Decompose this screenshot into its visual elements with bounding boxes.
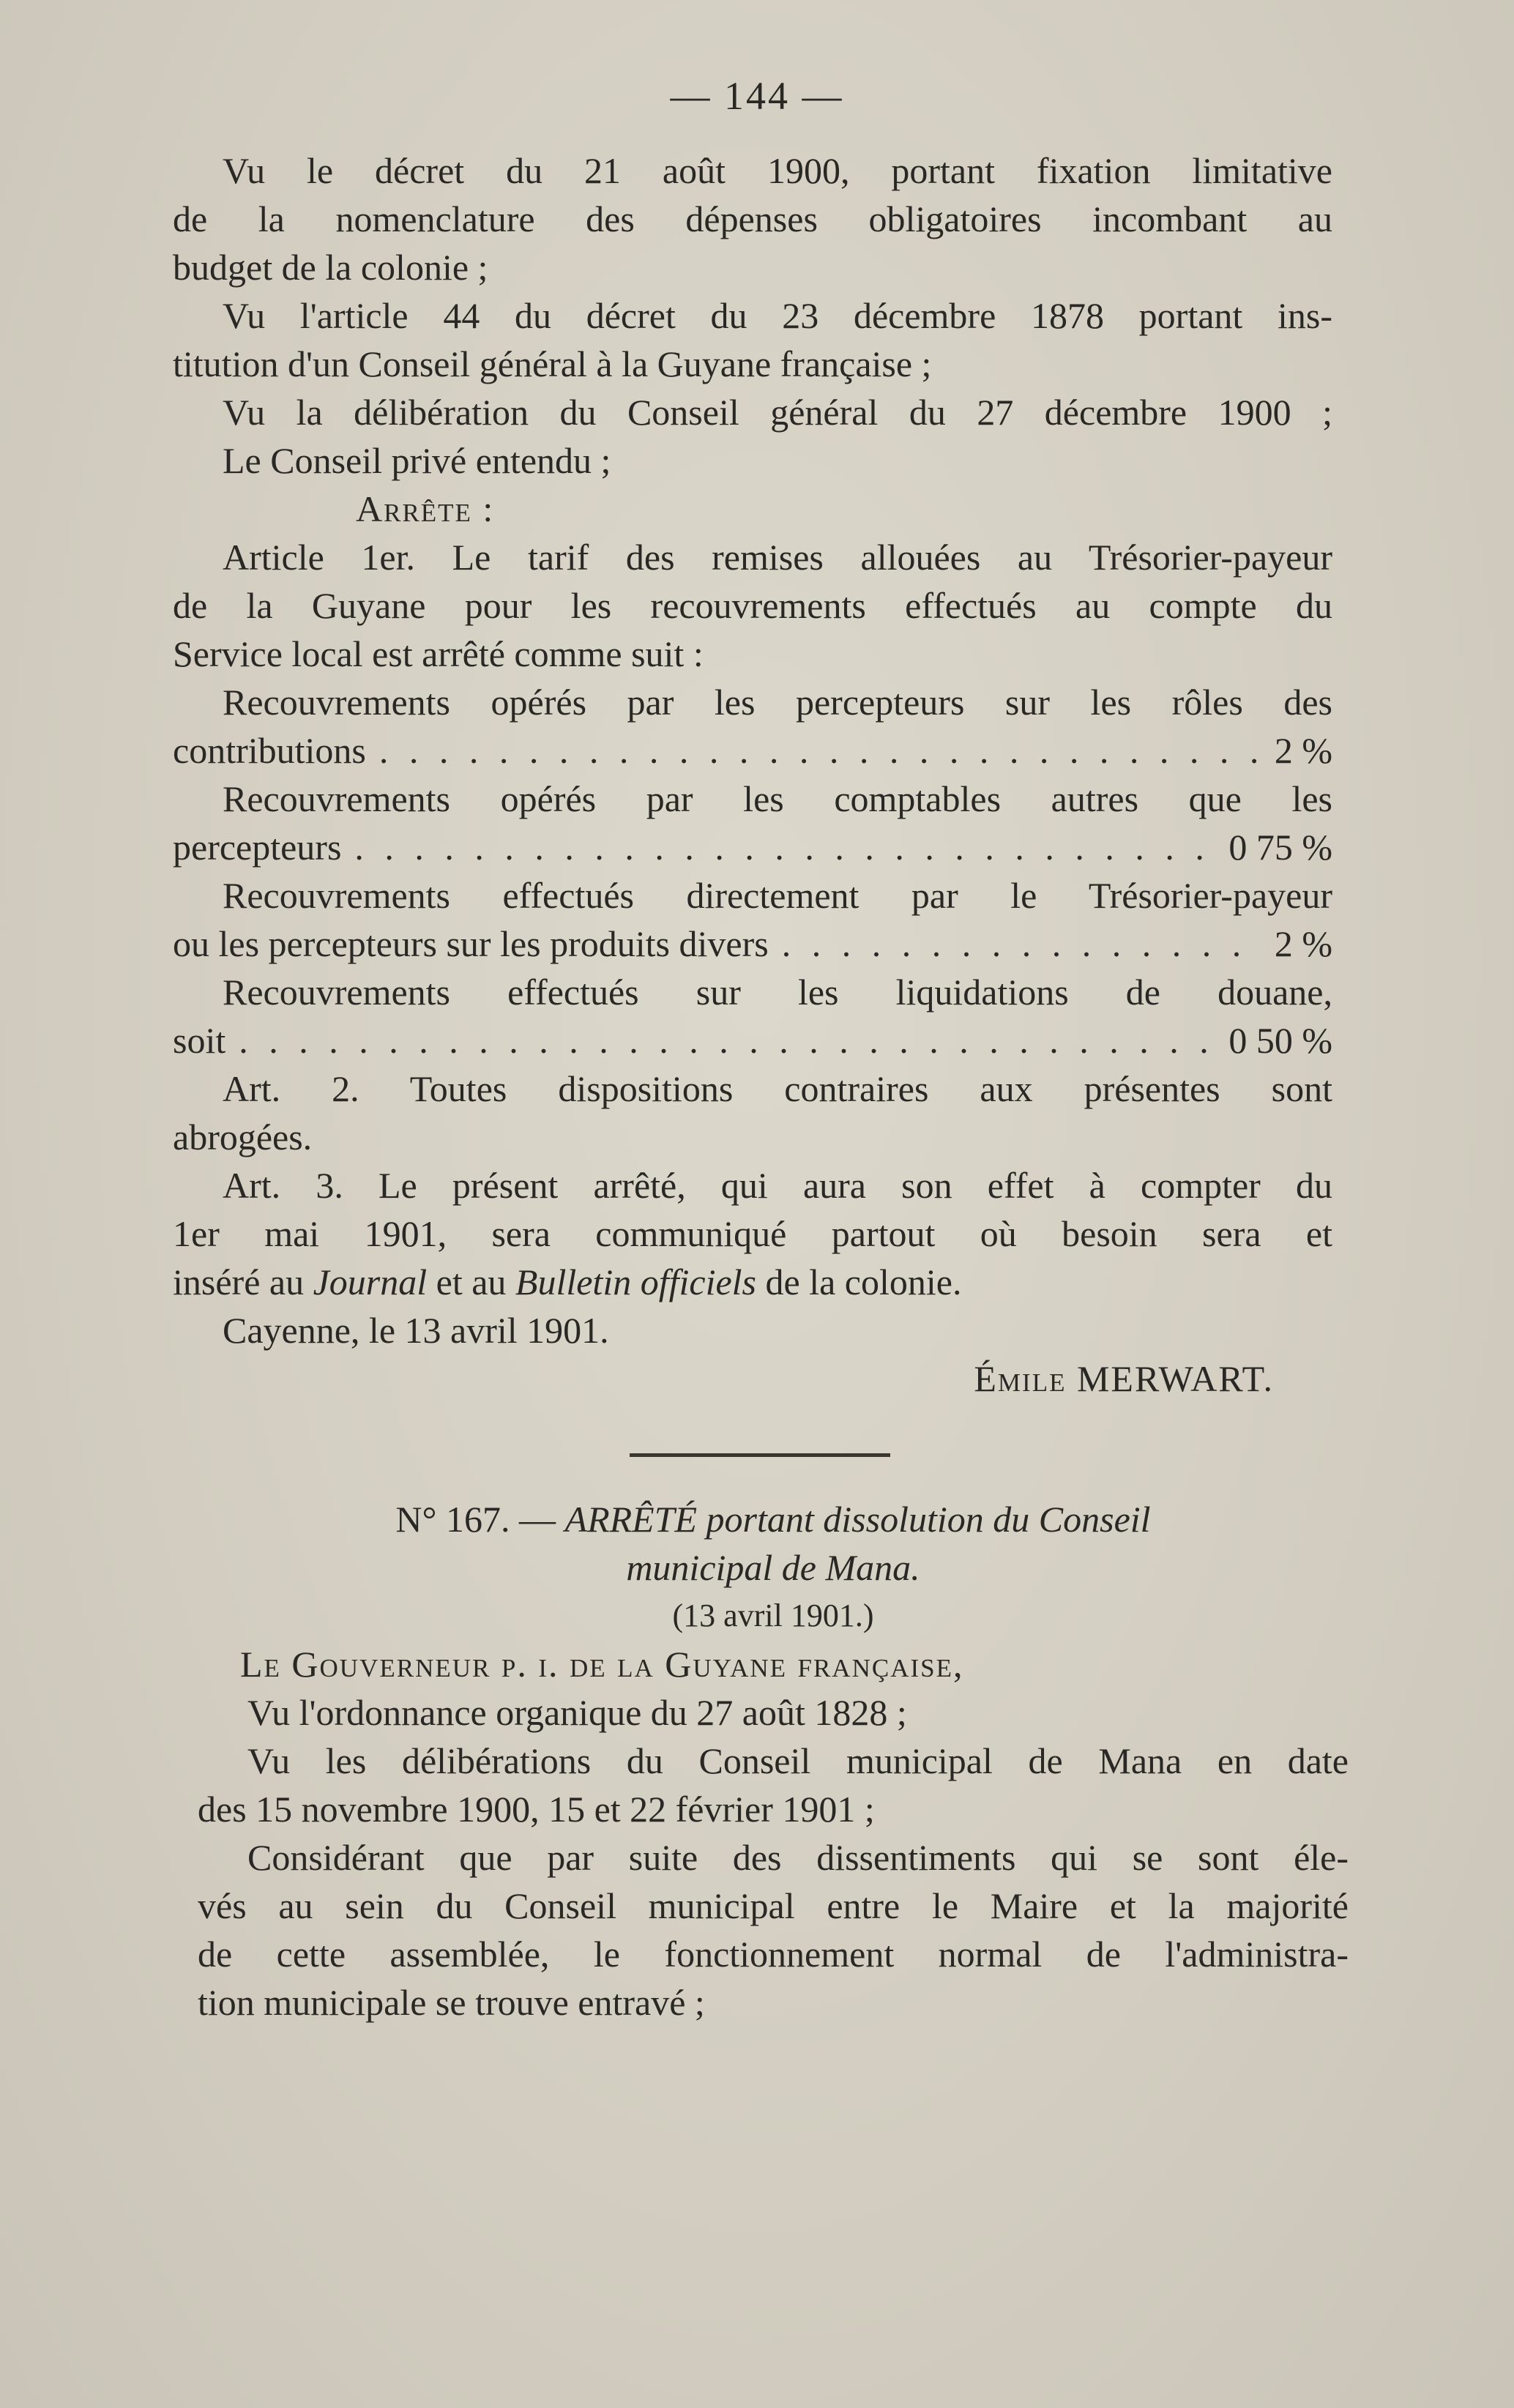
- tarif-line: Recouvrements opérés par les percepteurs sur les rôles des: [223, 682, 1332, 723]
- text-line: Le Gouverneur p. i. de la Guyane française,: [240, 1644, 964, 1685]
- text-line: Vu l'article 44 du décret du 23 décembre 1878 portant ins-: [223, 295, 1332, 336]
- dot-leader: [782, 920, 1261, 968]
- article-2-line: Art. 2. Toutes dispositions contraires aux présentes sont: [223, 1068, 1332, 1109]
- dot-leader: [239, 1016, 1215, 1065]
- tarif-rate: 2 %: [1274, 730, 1332, 771]
- tarif-row: [173, 726, 1332, 775]
- tarif-line: Recouvrements effectués sur les liquidations de douane,: [223, 972, 1332, 1013]
- article-3-line: 1er mai 1901, sera communiqué partout où besoin sera et: [173, 1213, 1332, 1254]
- text-line: Le Conseil privé entendu ;: [223, 440, 611, 481]
- text-line: Vu l'ordonnance organique du 27 août 1828 ;: [247, 1692, 907, 1733]
- decree-title-line-2: municipal de Mana.: [626, 1547, 920, 1588]
- text-line: Vu le décret du 21 août 1900, portant fixation limitative: [223, 150, 1332, 191]
- text-line: titution d'un Conseil général à la Guyane française ;: [173, 343, 932, 384]
- decree-section-1: [173, 146, 1332, 1403]
- article-1-line: Service local est arrêté comme suit :: [173, 633, 704, 674]
- journal-italic: Journal: [313, 1261, 428, 1302]
- decree-section-2: [198, 1495, 1349, 2027]
- article-1-line: Article 1er. Le tarif des remises allouées au Trésorier-payeur: [223, 537, 1332, 578]
- text-line: des 15 novembre 1900, 15 et 22 février 1901 ;: [198, 1789, 875, 1830]
- dot-leader: [354, 823, 1215, 871]
- decree-date: (13 avril 1901.): [672, 1598, 874, 1633]
- signature: Émile MERWART.: [974, 1358, 1274, 1399]
- tarif-rate: 0 50 %: [1228, 1020, 1332, 1061]
- text-line: budget de la colonie ;: [173, 247, 488, 288]
- tarif-line: Recouvrements opérés par les comptables autres que les: [223, 778, 1332, 819]
- section-divider: [630, 1453, 890, 1457]
- tarif-row: [173, 920, 1332, 968]
- text-line: Vu les délibérations du Conseil municipal de Mana en date: [247, 1740, 1349, 1781]
- text-line: de cette assemblée, le fonctionnement normal de l'administra-: [198, 1934, 1349, 1975]
- text-line: tion municipale se trouve entravé ;: [198, 1982, 705, 2023]
- text-line: de la nomenclature des dépenses obligatoires incombant au: [173, 198, 1332, 239]
- text-line: Considérant que par suite des dissentiments qui se sont éle-: [247, 1837, 1349, 1878]
- text-line: Vu la délibération du Conseil général du 27 décembre 1900 ;: [223, 392, 1332, 433]
- article-3-line: inséré au Journal et au Bulletin officiels de la colonie.: [173, 1261, 962, 1302]
- tarif-row: [173, 1016, 1332, 1065]
- tarif-rate: 0 75 %: [1228, 827, 1332, 868]
- tarif-label: ou les percepteurs sur les produits divers: [173, 923, 769, 964]
- tarif-row: [173, 823, 1332, 871]
- tarif-rate: 2 %: [1274, 923, 1332, 964]
- tarif-label: contributions: [173, 730, 366, 771]
- article-2-line: abrogées.: [173, 1117, 313, 1158]
- tarif-label: percepteurs: [173, 827, 342, 868]
- arrete-heading: Arrête :: [356, 488, 495, 529]
- text-line: vés au sein du Conseil municipal entre le Maire et la majorité: [198, 1885, 1349, 1926]
- page-number: — 144 —: [670, 74, 844, 118]
- decree-title: N° 167. — ARRÊTÉ portant dissolution du Conseil: [395, 1499, 1151, 1540]
- tarif-line: Recouvrements effectués directement par le Trésorier-payeur: [223, 875, 1332, 916]
- article-1-line: de la Guyane pour les recouvrements effectués au compte du: [173, 585, 1332, 626]
- bulletin-italic: Bulletin officiels: [515, 1261, 757, 1302]
- date-place: Cayenne, le 13 avril 1901.: [223, 1310, 609, 1351]
- dot-leader: [379, 726, 1261, 775]
- article-3-line: Art. 3. Le présent arrêté, qui aura son effet à compter du: [223, 1165, 1332, 1206]
- tarif-label: soit: [173, 1020, 226, 1061]
